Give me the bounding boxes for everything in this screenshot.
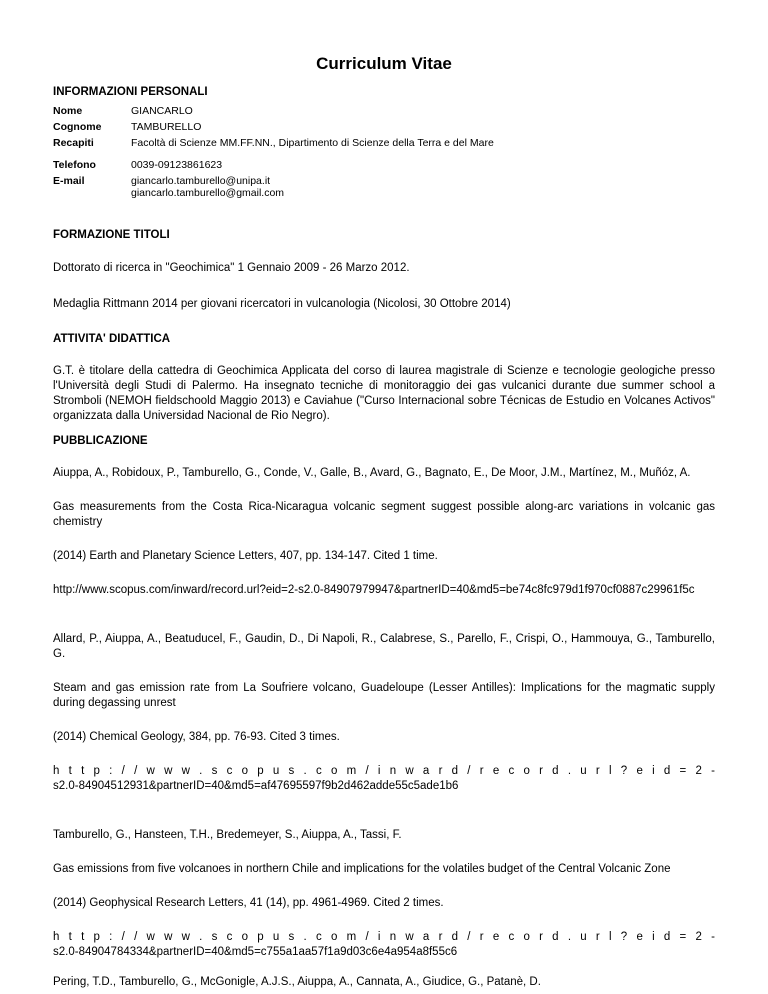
section-heading-didattica: ATTIVITA' DIDATTICA (53, 333, 171, 345)
document-title: Curriculum Vitae (316, 54, 452, 73)
pub-2-url[interactable] (53, 764, 715, 794)
pub-2-title: Steam and gas emission rate from La Soufriere volcano, Guadeloupe (Lesser Antilles): Implications for the magmatic supply during degassing unrest (53, 682, 715, 709)
value-telefono: 0039-09123861623 (131, 159, 223, 171)
didattica-text: G.T. è titolare della cattedra di Geochimica Applicata del corso di laurea magistrale di Scienze e tecnologie geologiche presso l'Università degli Studi di Palermo. Ha insegnato tecniche di monitoraggio dei gas vulcanici durante due summer school a Stromboli (NEMOH fieldschoold Maggio 2013) e Caviahue ("Curso Internacional sobre Técnicas de Estudio en Volcanes Activos" organizzata dalla Universidad Nacional de Rio Negro). (53, 365, 715, 422)
pub-3-url-line-1[interactable]: h t t p : / / w w w . s c o p u s . c o m / i n w a r d / r e c o r d . u r l ? e i d = 2 - (53, 931, 715, 943)
pub-3-authors: Tamburello, G., Hansteen, T.H., Bredemeyer, S., Aiuppa, A., Tassi, F. (53, 829, 402, 841)
formazione-item-2: Medaglia Rittmann 2014 per giovani ricercatori in vulcanologia (Nicolosi, 30 Ottobre 2014) (53, 298, 511, 310)
label-nome: Nome (53, 105, 83, 117)
section-heading-formazione: FORMAZIONE TITOLI (53, 229, 170, 241)
value-email-1: giancarlo.tamburello@unipa.it (131, 175, 271, 187)
pub-3-ref: (2014) Geophysical Research Letters, 41 (14), pp. 4961-4969. Cited 2 times. (53, 897, 444, 909)
section-heading-pubblicazione: PUBBLICAZIONE (53, 435, 148, 447)
pub-2-authors: Allard, P., Aiuppa, A., Beatuducel, F., Gaudin, D., Di Napoli, R., Calabrese, S., Parello, F., Crispi, O., Hammouya, G., Tamburello, G. (53, 633, 715, 660)
pub-1-authors: Aiuppa, A., Robidoux, P., Tamburello, G., Conde, V., Galle, B., Avard, G., Bagnato, E., De Moor, J.M., Martínez, M., Muñóz, A. (53, 467, 691, 479)
pub-1-url[interactable]: http://www.scopus.com/inward/record.url?eid=2-s2.0-84907979947&partnerID=40&md5=be74c8fc979d1f970cf0887c29961f5c (53, 584, 695, 596)
pub-3-url-line-2[interactable]: s2.0-84904784334&partnerID=40&md5=c755a1aa57f1a9d03c6e4a954a8f55c6 (53, 946, 458, 958)
label-email: E-mail (53, 175, 85, 187)
pub-1-title: Gas measurements from the Costa Rica-Nicaragua volcanic segment suggest possible along-arc variations in volcanic gas chemistry (53, 501, 715, 528)
pub-2-ref: (2014) Chemical Geology, 384, pp. 76-93. Cited 3 times. (53, 731, 340, 743)
pub-3-title: Gas emissions from five volcanoes in northern Chile and implications for the volatiles budget of the Central Volcanic Zone (53, 863, 671, 875)
value-recapiti: Facoltà di Scienze MM.FF.NN., Dipartimento di Scienze della Terra e del Mare (131, 137, 494, 149)
value-email-2: giancarlo.tamburello@gmail.com (131, 187, 285, 199)
pub-3-url[interactable] (53, 930, 715, 960)
formazione-item-1: Dottorato di ricerca in "Geochimica" 1 Gennaio 2009 - 26 Marzo 2012. (53, 262, 410, 274)
label-cognome: Cognome (53, 121, 102, 133)
pub-2-url-line-1[interactable]: h t t p : / / w w w . s c o p u s . c o m / i n w a r d / r e c o r d . u r l ? e i d = 2 - (53, 765, 715, 777)
value-nome: GIANCARLO (131, 105, 193, 117)
section-heading-personal: INFORMAZIONI PERSONALI (53, 86, 208, 98)
pub-4-authors: Pering, T.D., Tamburello, G., McGonigle, A.J.S., Aiuppa, A., Cannata, A., Giudice, G., Patanè, D. (53, 976, 541, 988)
value-cognome: TAMBURELLO (131, 121, 202, 133)
label-telefono: Telefono (53, 159, 96, 171)
pub-2-url-line-2[interactable]: s2.0-84904512931&partnerID=40&md5=af47695597f9b2d462adde55c5ade1b6 (53, 780, 459, 792)
label-recapiti: Recapiti (53, 137, 94, 149)
pub-1-ref: (2014) Earth and Planetary Science Letters, 407, pp. 134-147. Cited 1 time. (53, 550, 438, 562)
